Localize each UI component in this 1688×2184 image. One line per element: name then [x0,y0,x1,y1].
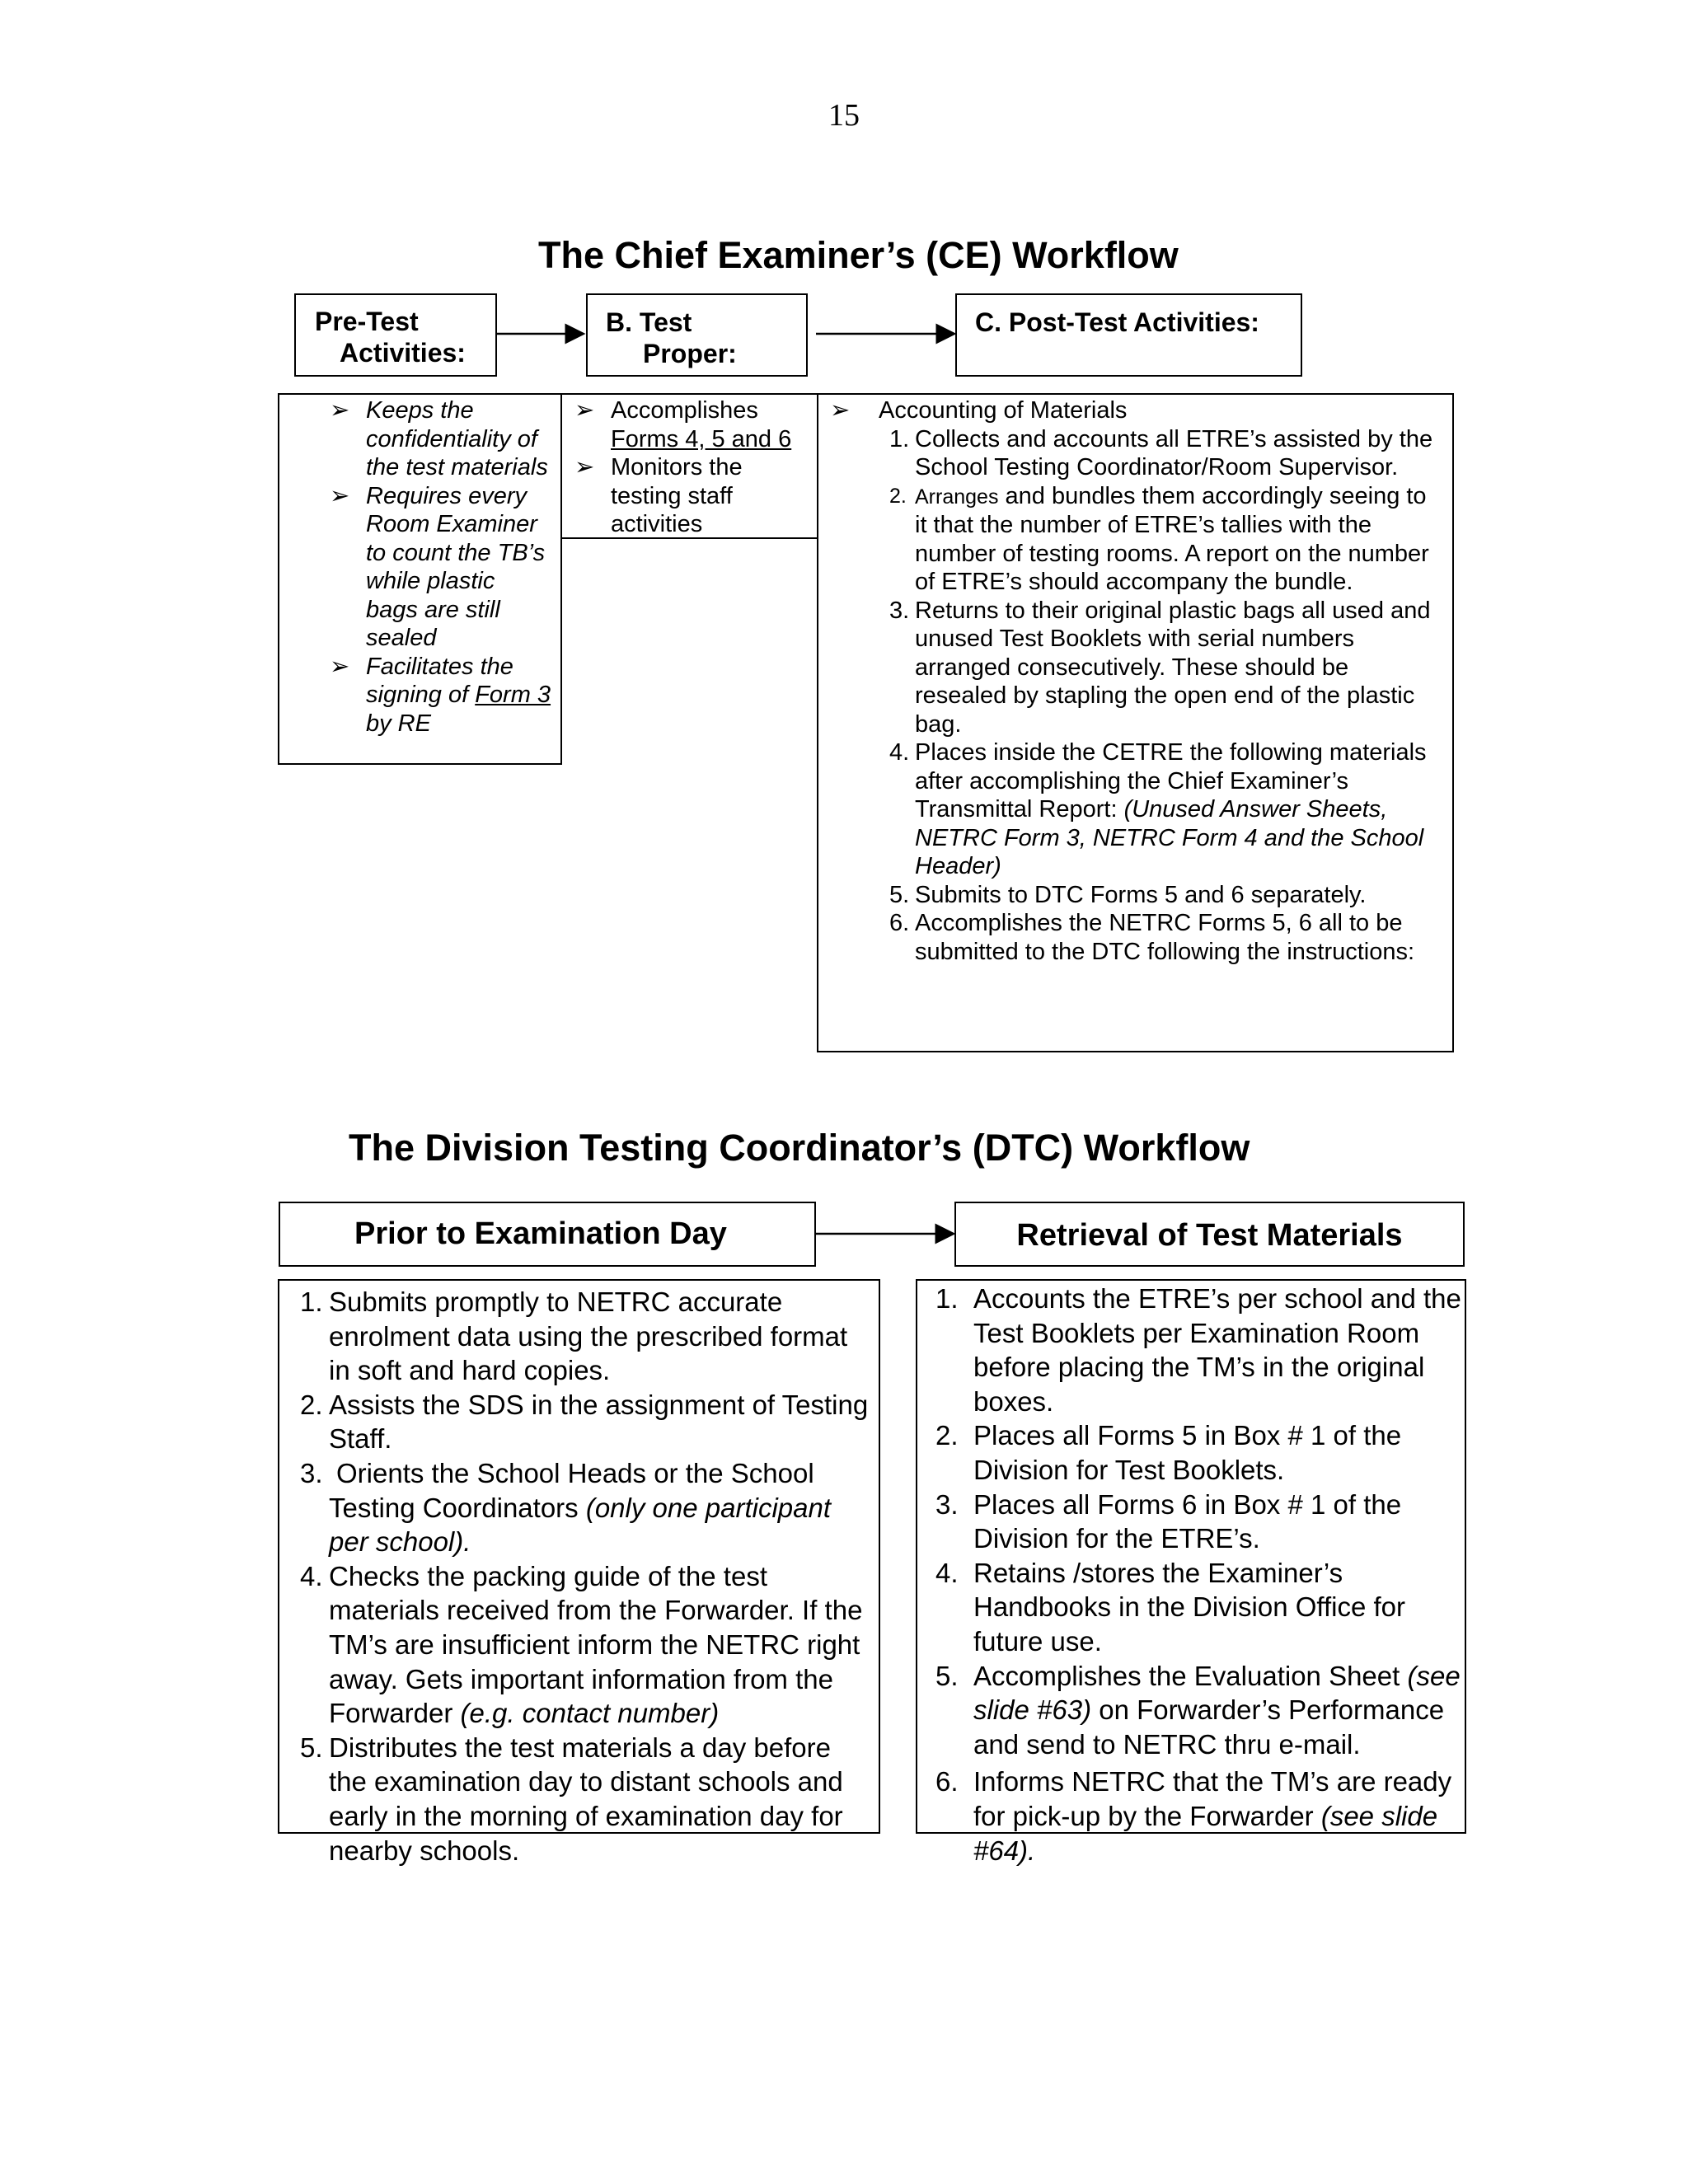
pretest-item [330,396,552,482]
arrow-bullet-icon: ➢ [574,397,595,424]
prior-item [300,1559,869,1731]
header-retrieval-label: Retrieval of Test Materials [1016,1218,1403,1253]
item-number: 4. [300,1560,323,1591]
retrieval-item-6-note: (see slide #64). [973,1800,1438,1866]
item-number: 6. [935,1766,959,1797]
posttest-item-6: Accomplishes the NETRC Forms 5, 6 all to be submitted to the DTC following the instructions: [915,910,1415,965]
item-number: 3. [889,597,910,624]
retrieval-item [935,1418,1463,1487]
posttest-item [830,881,1444,910]
item-number: 4. [889,739,910,766]
retrieval-item-5-post: on Forwarder’s Performance and send to NETRC thru e-mail. [973,1694,1445,1760]
header-proper-line2: Proper: [643,339,737,368]
header-pretest-line2: Activities: [340,338,466,368]
item-number: 5. [935,1660,959,1691]
pretest-item-3-post: by RE [366,710,431,737]
posttest-heading [830,396,1444,425]
item-number: 5. [889,881,910,908]
header-retrieval-of-test-materials [954,1202,1465,1267]
retrieval-item [935,1282,1463,1418]
prior-item [300,1388,869,1456]
posttest-item-2-first-word: Arranges [915,485,999,509]
proper-item [574,396,814,453]
accounting-of-materials-label: Accounting of Materials [879,397,1128,424]
posttest-item-2: and bundles them accordingly seeing to it that the number of ETRE’s tallies with the number of testing rooms. A report on the number of ETRE’s should accompany the bundle. [915,482,1429,595]
retrieval-item-4: Retains /stores the Examiner’s Handbooks in the Division Office for future use. [973,1557,1405,1657]
form-3-link: Form 3 [475,682,551,708]
posttest-item [830,738,1444,881]
header-pretest-activities [294,293,497,377]
posttest-item-1: Collects and accounts all ETRE’s assisted by the School Testing Coordinator/Room Supervisor. [915,425,1433,480]
item-number: 2. [300,1389,323,1420]
item-number: 3. [300,1457,323,1488]
arrow-bullet-icon: ➢ [830,397,851,424]
ce-workflow-title: The Chief Examiner’s (CE) Workflow [538,234,1179,276]
retrieval-item-1: Accounts the ETRE’s per school and the Test Booklets per Examination Room before placing the TM’s in the original boxes. [973,1283,1461,1417]
retrieval-item [935,1659,1463,1762]
proper-item-2: Monitors the testing staff activities [611,454,743,537]
forms-4-5-6-link: Forms 4, 5 and 6 [611,425,792,452]
retrieval-item-6: Informs NETRC that the TM’s are ready for pick-up by the Forwarder [973,1766,1452,1831]
dtc-workflow-title: The Division Testing Coordinator’s (DTC) Workflow [349,1127,1250,1169]
retrieval-item-5: Accomplishes the Evaluation Sheet [973,1660,1408,1691]
arrow-bullet-icon: ➢ [574,454,595,480]
posttest-item-4-materials: (Unused Answer Sheets, NETRC Form 3, NETRC Form 4 and the School Header) [915,796,1424,879]
prior-item-2: Assists the SDS in the assignment of Testing Staff. [329,1389,869,1455]
posttest-item-5: Submits to DTC Forms 5 and 6 separately. [915,881,1367,908]
page-number: 15 [828,98,860,133]
header-proper-line1: B. Test [606,307,692,337]
retrieval-item-5-note: (see slide #63) [973,1660,1461,1726]
header-test-proper [586,293,808,377]
prior-item-5: Distributes the test materials a day before the examination day to distant schools and early in the morning of examination day for nearby schools. [329,1732,843,1866]
prior-list [300,1285,869,1868]
item-number: 1. [889,425,910,452]
retrieval-item-3: Places all Forms 6 in Box # 1 of the Division for the ETRE’s. [973,1488,1402,1554]
proper-item [574,453,776,539]
header-post-test-activities [955,293,1302,377]
retrieval-item [935,1765,1463,1868]
item-number: 2. [889,484,907,508]
item-number: 1. [300,1286,323,1317]
arrow-bullet-icon: ➢ [330,397,350,424]
pretest-item [330,482,552,653]
arrow-bullet-icon: ➢ [330,482,350,509]
pretest-list [330,396,552,738]
header-prior-label: Prior to Examination Day [354,1216,727,1251]
posttest-item [830,425,1444,482]
prior-item-3: Orients the School Heads or the School Testing Coordinators [329,1457,814,1523]
item-number: 1. [935,1283,959,1314]
header-pretest-line1: Pre-Test [315,307,419,336]
item-number: 4. [935,1557,959,1588]
posttest-item [830,909,1444,966]
posttest-item-3: Returns to their original plastic bags all used and unused Test Booklets with serial numbers arranged consecutively. These should be resealed by stapling the open end of the plastic bag. [915,597,1431,738]
posttest-item [830,597,1444,739]
retrieval-list [935,1282,1463,1868]
prior-item [300,1456,869,1559]
proper-item-1-line1: Accomplishes [611,397,758,424]
prior-item [300,1285,869,1388]
item-number: 3. [935,1488,959,1520]
posttest-item-4: Places inside the CETRE the following materials after accomplishing the Chief Examiner’s Transmittal Report: [915,739,1427,823]
prior-item [300,1731,869,1868]
prior-item-3-note: (only one participant per school). [329,1492,832,1558]
pretest-item-3-text: Facilitates the signing of [366,653,513,708]
prior-item-1: Submits promptly to NETRC accurate enrolment data using the prescribed format in soft and hard copies. [329,1286,848,1386]
item-number: 2. [935,1420,959,1451]
posttest-list [830,396,1444,966]
item-number: 6. [889,910,910,936]
retrieval-item [935,1488,1463,1556]
header-prior-to-examination-day [279,1202,816,1267]
prior-item-4: Checks the packing guide of the test materials received from the Forwarder. If the TM’s are insufficient inform the NETRC right away. Gets important information from the Forwarder [329,1560,863,1729]
retrieval-item-2: Places all Forms 5 in Box # 1 of the Division for Test Booklets. [973,1420,1402,1485]
pretest-item-2: Requires every Room Examiner to count the TB’s while plastic bags are still sealed [366,482,546,651]
proper-list [574,396,814,539]
posttest-item [830,482,1444,597]
header-post-test-label: C. Post-Test Activities: [975,307,1259,337]
pretest-item [330,653,552,738]
pretest-item-1: Keeps the confidentiality of the test materials [366,397,548,480]
arrow-bullet-icon: ➢ [330,653,350,680]
retrieval-item [935,1556,1463,1659]
item-number: 5. [300,1732,323,1763]
prior-item-4-note: (e.g. contact number) [460,1698,720,1729]
